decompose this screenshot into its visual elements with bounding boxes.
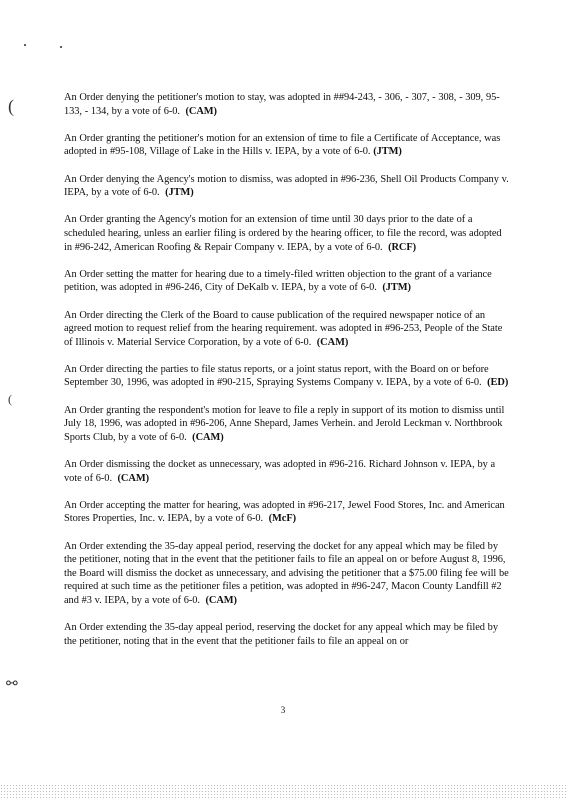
- scan-speck: [60, 46, 62, 48]
- orders-list: [64, 91, 510, 662]
- order-initials: (JTM): [382, 282, 411, 294]
- order-text: An Order accepting the matter for hearing, was adopted in #96-217, Jewel Food Stores, Inc. and American Stores Properties, Inc. v. IEPA, by a vote of 6-0.: [64, 499, 505, 525]
- order-text: An Order directing the Clerk of the Board to cause publication of the required newspaper notice of an agreed motion to request relief from the hearing requirement. was adopted in #96-253, People of the State of Illinois v. Material Service Corporation, by a vote of 6-0.: [64, 309, 503, 348]
- order-paragraph: [64, 621, 510, 648]
- order-paragraph: [64, 309, 510, 350]
- scan-noise-strip: [0, 784, 566, 800]
- order-text: An Order granting the Agency's motion for an extension of time until 30 days prior to the date of a scheduled hearing, unless an earlier filing is ordered by the hearing officer, to file the record, was adopted in #96-242, American Roofing & Repair Company v. IEPA, by a vote of 6-0.: [64, 214, 502, 253]
- order-text: An Order granting the petitioner's motion for an extension of time to file a Certificate of Acceptance, was adopted in #95-108, Village of Lake in the Hills v. IEPA, by a vote of 6-0.: [64, 132, 501, 158]
- order-paragraph: [64, 173, 510, 200]
- margin-mark-bottom: ⚯: [6, 677, 18, 692]
- order-paragraph: [64, 499, 510, 526]
- order-paragraph: [64, 91, 510, 118]
- order-text: An Order extending the 35-day appeal period, reserving the docket for any appeal which may be filed by the petitioner, noting that in the event that the petitioner fails to file an appeal on or: [64, 622, 498, 647]
- order-initials: (CAM): [316, 336, 349, 348]
- order-initials: (JTM): [373, 146, 402, 158]
- order-initials: (CAM): [205, 594, 237, 606]
- order-text: An Order denying the Agency's motion to dismiss, was adopted in #96-236, Shell Oil Products Company v. IEPA, by a vote of 6-0.: [64, 173, 509, 199]
- scan-speck: [24, 44, 26, 46]
- order-paragraph: [64, 404, 510, 445]
- order-text: An Order extending the 35-day appeal period, reserving the docket for any appeal which may be filed by the petitioner, noting that in the event that the petitioner fails to file an appeal on or before August 8, 1996, the Board will dismiss the docket as unnecessary, and advising the petitioner that a $75.00 filing fee will be required at such time as the petitioner files a petition, was adopted in #96-247, Macon County Landfill #2 and #3 v. IEPA, by a vote of 6-0.: [64, 540, 509, 606]
- order-paragraph: [64, 213, 510, 254]
- margin-mark-middle: (: [8, 392, 12, 406]
- order-initials: (JTM): [165, 187, 194, 199]
- order-text: An Order directing the parties to file status reports, or a joint status report, with the Board on or before September 30, 1996, was adopted in #90-215, Spraying Systems Company v. IEPA, by a vote of 6-0.: [64, 363, 489, 389]
- order-text: An Order denying the petitioner's motion to stay, was adopted in ##94-243, - 306, - 307, - 308, - 309, 95-133, - 134, by a vote of 6-0.: [64, 92, 500, 117]
- order-initials: (CAM): [117, 472, 149, 484]
- order-initials: (CAM): [185, 105, 217, 117]
- order-text: An Order dismissing the docket as unnecessary, was adopted in #96-216. Richard Johnson v. IEPA, by a vote of 6-0.: [64, 459, 496, 484]
- margin-mark-top: (: [8, 96, 14, 116]
- order-text: An Order setting the matter for hearing due to a timely-filed written objection to the grant of a variance petition, was adopted in #96-246, City of DeKalb v. IEPA, by a vote of 6-0.: [64, 268, 492, 294]
- order-initials: (ED): [487, 377, 509, 389]
- order-initials: (McF): [268, 513, 297, 525]
- order-initials: (RCF): [388, 241, 417, 253]
- order-paragraph: [64, 458, 510, 485]
- page-number: 3: [280, 705, 286, 715]
- order-paragraph: [64, 132, 510, 159]
- order-paragraph: [64, 268, 510, 295]
- order-paragraph: [64, 540, 510, 608]
- order-initials: (CAM): [192, 431, 224, 443]
- order-text: An Order granting the respondent's motion for leave to file a reply in support of its motion to dismiss until July 18, 1996, was adopted in #96-206, Anne Shepard, James Verhein. and Jerold Leckman v. Northbrook Sports Club, by a vote of 6-0.: [64, 404, 505, 443]
- order-paragraph: [64, 363, 510, 390]
